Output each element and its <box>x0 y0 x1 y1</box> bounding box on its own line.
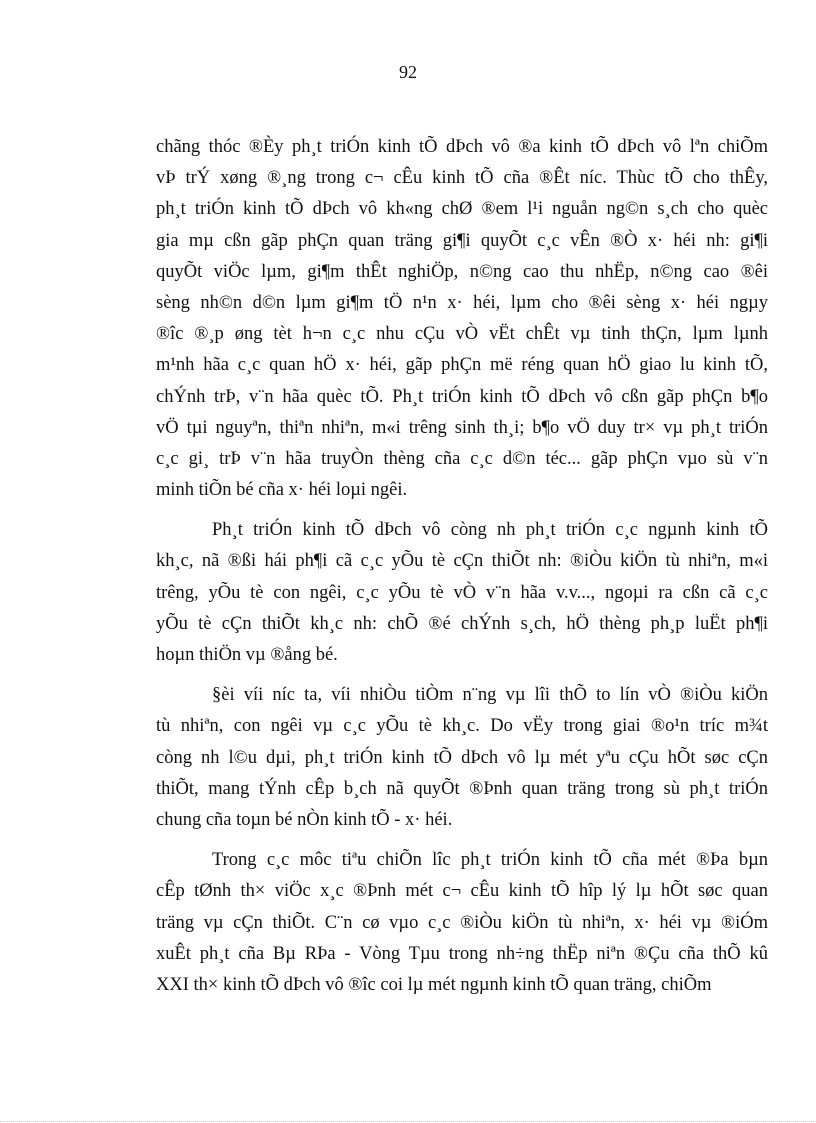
paragraph-line: kh¸c, nã ®ßi hái ph¶i cã c¸c yÕu tè cÇn thiÕt nh: ®iÒu kiÖn tù nhiªn, m«i <box>156 551 768 572</box>
paragraph-line: chung cña toµn bé nÒn kinh tÕ - x· héi. <box>156 809 453 830</box>
paragraph <box>156 680 768 836</box>
paragraph-line: yÕu tè cÇn thiÕt kh¸c nh: chÕ ®é chÝnh s¸ch, hÖ thèng ph¸p luËt ph¶i <box>156 613 768 634</box>
paragraph-line: vÖ tµi nguyªn, thiªn nhiªn, m«i trêng sinh th¸i; b¶o vÖ duy tr× vµ ph¸t triÓn <box>156 417 768 438</box>
paragraph-line: ®îc ®¸p øng tèt h¬n c¸c nhu cÇu vÒ vËt chÊt vµ tinh thÇn, lµm lµnh <box>156 324 768 345</box>
paragraph-line: chÝnh trÞ, v¨n hãa quèc tÕ. Ph¸t triÓn kinh tÕ dÞch vô cßn gãp phÇn b¶o <box>156 386 768 407</box>
page-number: 92 <box>399 62 417 82</box>
page-bottom-rule <box>0 1121 816 1122</box>
paragraph-line: träng vµ cÇn thiÕt. C¨n cø vµo c¸c ®iÒu kiÖn tù nhiªn, x· héi vµ ®iÓm <box>156 912 768 933</box>
paragraph-gap <box>156 671 768 680</box>
paragraph <box>156 132 768 506</box>
paragraph <box>156 845 768 1001</box>
paragraph-line: c¸c gi¸ trÞ v¨n hãa truyÒn thèng cña c¸c d©n téc... gãp phÇn vµo sù v¨n <box>156 448 768 469</box>
paragraph-line: quyÕt viÖc lµm, gi¶m thÊt nghiÖp, n©ng cao thu nhËp, n©ng cao ®êi <box>156 261 768 282</box>
paragraph-line: minh tiÕn bé cña x· héi loµi ngêi. <box>156 480 408 501</box>
paragraph-line: ph¸t triÓn kinh tÕ dÞch vô kh«ng chØ ®em l¹i nguån ng©n s¸ch cho quèc <box>156 199 768 220</box>
paragraph-line: sèng nh©n d©n lµm gi¶m tÖ n¹n x· héi, lµm cho ®êi sèng x· héi ngµy <box>156 292 768 313</box>
paragraph-line: chãng thóc ®Èy ph¸t triÓn kinh tÕ dÞch vô ®a kinh tÕ dÞch vô lªn chiÕm <box>156 137 768 157</box>
paragraph-line: hoµn thiÖn vµ ®ång bé. <box>156 645 338 665</box>
paragraph <box>156 515 768 671</box>
paragraph-line: xuÊt ph¸t cña Bµ RÞa - Vòng Tµu trong nh÷ng thËp niªn ®Çu cña thÕ kû <box>156 943 768 964</box>
body-text <box>156 132 768 1001</box>
paragraph-line: còng nh l©u dµi, ph¸t triÓn kinh tÕ dÞch vô lµ mét yªu cÇu hÕt søc cÇn <box>156 747 768 768</box>
paragraph-line: Trong c¸c môc tiªu chiÕn lîc ph¸t triÓn kinh tÕ cña mét ®Þa bµn <box>212 850 768 871</box>
paragraph-gap <box>156 506 768 515</box>
paragraph-line: thiÕt, mang tÝnh cÊp b¸ch nã quyÕt ®Þnh quan träng trong sù ph¸t triÓn <box>156 778 768 799</box>
paragraph-line: Ph¸t triÓn kinh tÕ dÞch vô còng nh ph¸t triÓn c¸c ngµnh kinh tÕ <box>212 520 768 541</box>
paragraph-line: m¹nh hãa c¸c quan hÖ x· héi, gãp phÇn më réng quan hÖ giao lu kinh tÕ, <box>156 355 768 376</box>
paragraph-line: gia mµ cßn gãp phÇn quan träng gi¶i quyÕt c¸c vÊn ®Ò x· héi nh: gi¶i <box>156 230 768 251</box>
paragraph-gap <box>156 836 768 845</box>
paragraph-line: vÞ trÝ xøng ®¸ng trong c¬ cÊu kinh tÕ cña ®Êt níc. Thùc tÕ cho thÊy, <box>156 168 768 189</box>
paragraph-line: §èi víi níc ta, víi nhiÒu tiÒm n¨ng vµ lîi thÕ to lín vÒ ®iÒu kiÖn <box>212 685 768 706</box>
paragraph-line: XXI th× kinh tÕ dÞch vô ®îc coi lµ mét ngµnh kinh tÕ quan träng, chiÕm <box>156 974 712 995</box>
paragraph-line: cÊp tØnh th× viÖc x¸c ®Þnh mét c¬ cÊu kinh tÕ hîp lý lµ hÕt søc quan <box>156 881 768 902</box>
paragraph-line: trêng, yÕu tè con ngêi, c¸c yÕu tè vÒ v¨n hãa v.v..., ngoµi ra cßn cã c¸c <box>156 582 768 603</box>
paragraph-line: tù nhiªn, con ngêi vµ c¸c yÕu tè kh¸c. Do vËy trong giai ®o¹n tríc m¾t <box>156 716 768 737</box>
